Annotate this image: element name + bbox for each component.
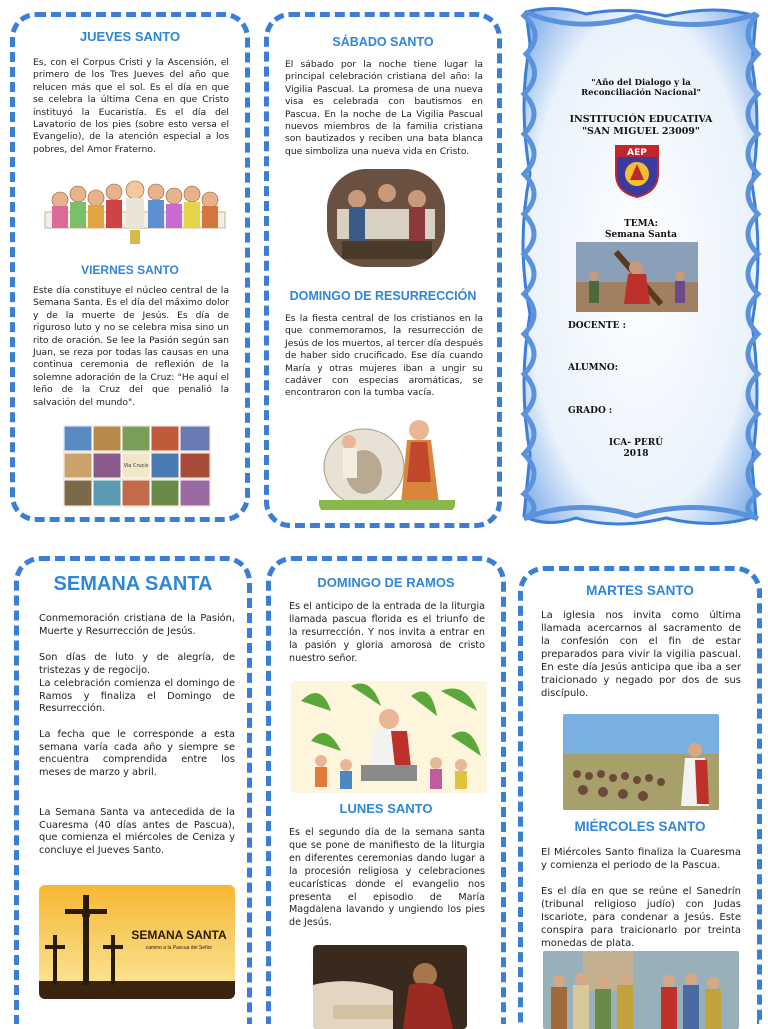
last-supper-image bbox=[40, 172, 230, 250]
via-crucis-image bbox=[63, 425, 211, 507]
lunes-text: Es el segundo día de la semana santa que se pone de manifiesto de la liturgia en diferentes ceremonias dando lugar a la procesión religiosa y celebraciones eucarísticas donde el evangelio nos presenta el episodio de María Magdalena lavando y ungiendo los pies de Jesús. bbox=[289, 827, 485, 929]
banner-title: SEMANA SANTA bbox=[131, 928, 227, 942]
palm-sunday-image bbox=[291, 681, 487, 793]
domingo-resurreccion-text: Es la fiesta central de los cristianos en la que conmemoramos, la resurrección de Jesús de los muertos, al tercer día después de haber sido crucificado. Ese día cuando María y otras mujeres iban a ungir su cadáver con especias aromáticas, se encontraron con la tumba vacía. bbox=[285, 313, 483, 399]
tema-label: TEMA: bbox=[624, 219, 658, 229]
semana-title: SEMANA SANTA bbox=[53, 573, 213, 595]
logo-text: AEP bbox=[627, 148, 647, 158]
cover-city: ICA- PERÚ bbox=[608, 438, 664, 448]
panel-martes-miercoles bbox=[518, 566, 762, 1024]
panel-semana-santa bbox=[14, 556, 252, 1024]
jueves-title: JUEVES SANTO bbox=[79, 29, 181, 44]
institution-line2: "SAN MIGUEL 23009" bbox=[582, 126, 700, 137]
via-crucis-caption: Via Crucis bbox=[123, 463, 149, 469]
docente-label: DOCENTE : bbox=[568, 321, 626, 331]
grado-label: GRADO : bbox=[568, 406, 613, 416]
semana-banner-image bbox=[39, 885, 235, 999]
ramos-text: Es el anticipo de la entrada de la liturgia llamada pascua florida es el triunfo de la resurrección. Y nos invita a entrar en la pasión y gloria amorosa de cristo nuestro señor. bbox=[289, 601, 485, 664]
cover-motto: "Año del Dialogo y la Reconciliación Nacional" bbox=[581, 78, 701, 98]
sabado-title: SÁBADO SANTO bbox=[332, 35, 434, 49]
teaching-crowd-image bbox=[563, 714, 719, 810]
viernes-title: VIERNES SANTO bbox=[81, 263, 179, 277]
semana-text-4: La fecha que le corresponde a esta semana varía cada año y siempre se encuentra comprendida entre los meses de marzo y abril. bbox=[39, 729, 235, 779]
miercoles-text-2: Es el día en que se reúne el Sanedrín (tribunal religioso judío) con Judas Iscariote, para condenar a Jesús. Este conspira para traicionarlo por treinta monedas de plata. bbox=[541, 886, 741, 949]
lunes-title: LUNES SANTO bbox=[339, 801, 433, 816]
sabado-text: El sábado por la noche tiene lugar la principal celebración cristiana del año: la Vigilia Pascual. La promesa de una nueva visa es celebrada con bautismos en Pascua. En la noche de La Vigilia Pascual nuevos miembros de la familia cristiana son bautizados y reciben una bata blanca que simboliza una nueva vida en Cristo. bbox=[285, 59, 483, 157]
martes-title: MARTES SANTO bbox=[586, 583, 694, 598]
tema-value: Semana Santa bbox=[605, 230, 677, 240]
panel-jueves-viernes bbox=[10, 12, 250, 522]
empty-tomb-image bbox=[319, 412, 455, 512]
semana-text-2: Son días de luto y de alegría, de tristezas y de regocijo. bbox=[39, 652, 235, 676]
banner-subtitle: camino a la Pascua del Señor bbox=[145, 945, 213, 951]
burial-image bbox=[327, 169, 445, 267]
sanhedrin-image bbox=[543, 951, 739, 1029]
anointing-image bbox=[313, 945, 467, 1029]
miercoles-title: MIÉRCOLES SANTO bbox=[574, 819, 706, 834]
domingo-resurreccion-title: DOMINGO DE RESURRECCIÓN bbox=[289, 289, 477, 303]
miercoles-text-1: El Miércoles Santo finaliza la Cuaresma y comienza el periodo de la Pascua. bbox=[541, 847, 741, 871]
jueves-text: Es, con el Corpus Cristi y la Ascensión, el primero de los Tres Jueves del año que relucen más que el sol. Es el día en que se celebra la última Cena en que Cristo instituyó la Eucaristía. Es el día del Lavatorio de los pies (sobre esto versa el Evangelio), de la atención especial a los pobres, del Amor Fraterno. bbox=[33, 57, 229, 155]
viernes-text: Este día constituye el núcleo central de la Semana Santa. Es el día del máximo dolor y de la muerte de Jesús. Es día de riguroso luto y no se celebra misa sino un rito de oración. Se lee la Pasión según san Juan, se reza por todas las causas en una continua ceremonia de reflexión de la solemne adoración de la Cruz: "He aquí el leño de la Cruz del que penalió la salvación del mundo". bbox=[33, 285, 229, 408]
semana-text-3: La celebración comienza el domingo de Ramos y finaliza el Domingo de Resurrección. bbox=[39, 678, 235, 715]
panel-ramos-lunes bbox=[266, 556, 506, 1024]
alumno-label: ALUMNO: bbox=[568, 363, 619, 373]
cover-scroll bbox=[516, 4, 766, 529]
semana-text-1: Conmemoración cristiana de la Pasión, Muerte y Resurrección de Jesús. bbox=[39, 613, 235, 637]
panel-sabado-domingo bbox=[264, 12, 502, 528]
institution-line1: INSTITUCIÓN EDUCATIVA bbox=[569, 114, 713, 125]
semana-text-5: La Semana Santa va antecedida de la Cuaresma (40 días antes de Pascua), que comienza el miércoles de Ceniza y concluye el Jueves Santo. bbox=[39, 807, 235, 857]
martes-text: La iglesia nos invita como última llamada acercarnos al sacramento de la confesión con el fin de estar preparados para vivir la vigilia pascual. En este día Jesús anticipa que iba a ser traicionado y negado por dos de sus discípulo. bbox=[541, 610, 741, 699]
school-logo bbox=[612, 144, 662, 198]
cover-jesus-image bbox=[576, 242, 698, 312]
ramos-title: DOMINGO DE RAMOS bbox=[317, 575, 455, 590]
cover-year: 2018 bbox=[623, 449, 649, 459]
